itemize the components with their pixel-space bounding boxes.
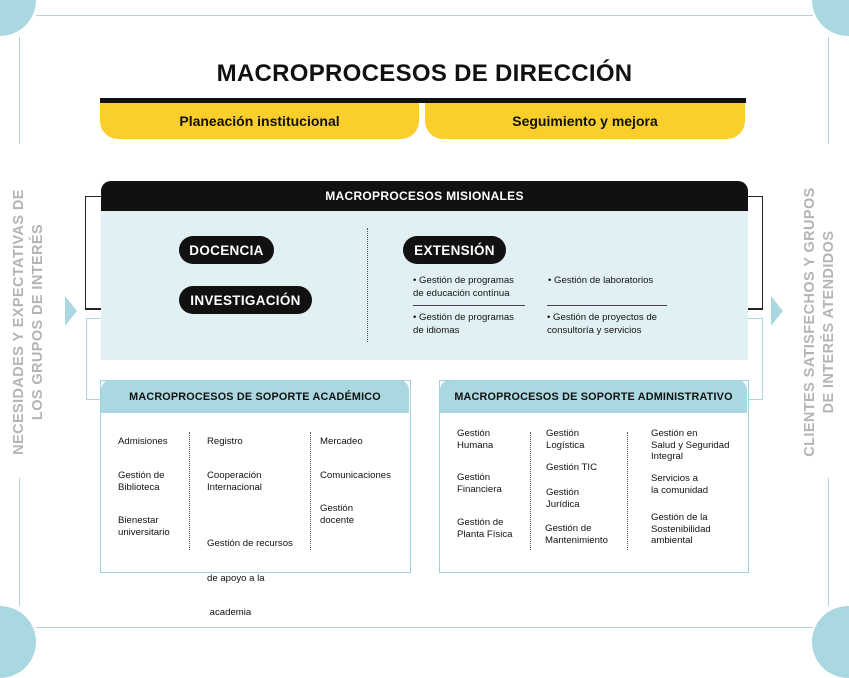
right-side-label: CLIENTES SATISFECHOS Y GRUPOS DE INTERÉS ATENDIDOS [802,187,837,457]
administrativo-divider-2 [627,432,628,550]
administrativo-item: Gestión Humana [457,428,494,451]
administrativo-item: Gestión de Mantenimiento [545,523,608,546]
right-arrow-icon [771,296,783,326]
docencia-pill: DOCENCIA [179,236,274,264]
frame-left-line-top [19,37,20,144]
administrativo-item: Gestión TIC [546,462,598,473]
left-arrow-icon [65,296,77,326]
right-support-connector [747,318,763,400]
frame-right-line-bottom [828,478,829,606]
frame-right-line-top [828,37,829,144]
investigacion-pill: INVESTIGACIÓN [179,286,312,314]
misionales-divider [367,228,368,342]
academico-divider-1 [189,432,190,550]
academico-item: Comunicaciones [320,470,391,481]
misionales-header: MACROPROCESOS MISIONALES [101,181,748,211]
left-side-label: NECESIDADES Y EXPECTATIVAS DE LOS GRUPOS DE INTERÉS [11,189,46,455]
administrativo-divider-1 [530,432,531,550]
frame-top-line [36,15,813,16]
administrativo-item: Gestión Logística [546,428,585,451]
soporte-academico-header: MACROPROCESOS DE SOPORTE ACADÉMICO [101,380,409,413]
seguimiento-y-mejora: Seguimiento y mejora [425,103,745,139]
academico-item: Gestión docente [320,503,355,526]
corner-top-left [0,0,36,36]
corner-bottom-right [812,606,849,678]
extension-separator-left [413,305,525,306]
soporte-administrativo-header: MACROPROCESOS DE SOPORTE ADMINISTRATIVO [440,380,747,413]
extension-pill: EXTENSIÓN [403,236,506,264]
academico-item: Bienestar universitario [118,515,170,538]
administrativo-item: Gestión de la Sostenibilidad ambiental [651,512,711,546]
academico-item: Gestión de Biblioteca [118,470,165,493]
academico-divider-2 [310,432,311,550]
extension-item: • Gestión de programas de educación contínua [413,275,514,299]
academico-item: Admisiones [118,436,168,447]
administrativo-item: Gestión Jurídica [546,487,580,510]
administrativo-item: Gestión Financiera [457,472,502,495]
administrativo-item: Servicios a la comunidad [651,473,709,496]
right-connector [747,196,763,310]
academico-item: Gestión de recursos de apoyo a la academia [207,538,293,618]
extension-item: • Gestión de proyectos de consultoría y servicios [547,312,658,336]
academico-item: Mercadeo [320,436,363,447]
planeacion-institucional: Planeación institucional [100,103,419,139]
extension-separator-right [547,305,667,306]
corner-top-right [812,0,849,36]
administrativo-item: Gestión en Salud y Seguridad Integral [651,428,730,462]
corner-bottom-left [0,606,36,678]
academico-item: Cooperación Internacional [207,470,262,493]
frame-left-line-bottom [19,478,20,606]
academico-item: Registro [207,436,243,447]
administrativo-item: Gestión de Planta Física [457,517,513,540]
frame-bottom-line [36,627,813,628]
left-connector [85,196,101,310]
extension-item: • Gestión de programas de idiomas [413,312,514,336]
extension-item: • Gestión de laboratorios [548,275,654,286]
page-title: MACROPROCESOS DE DIRECCIÓN [216,60,633,87]
